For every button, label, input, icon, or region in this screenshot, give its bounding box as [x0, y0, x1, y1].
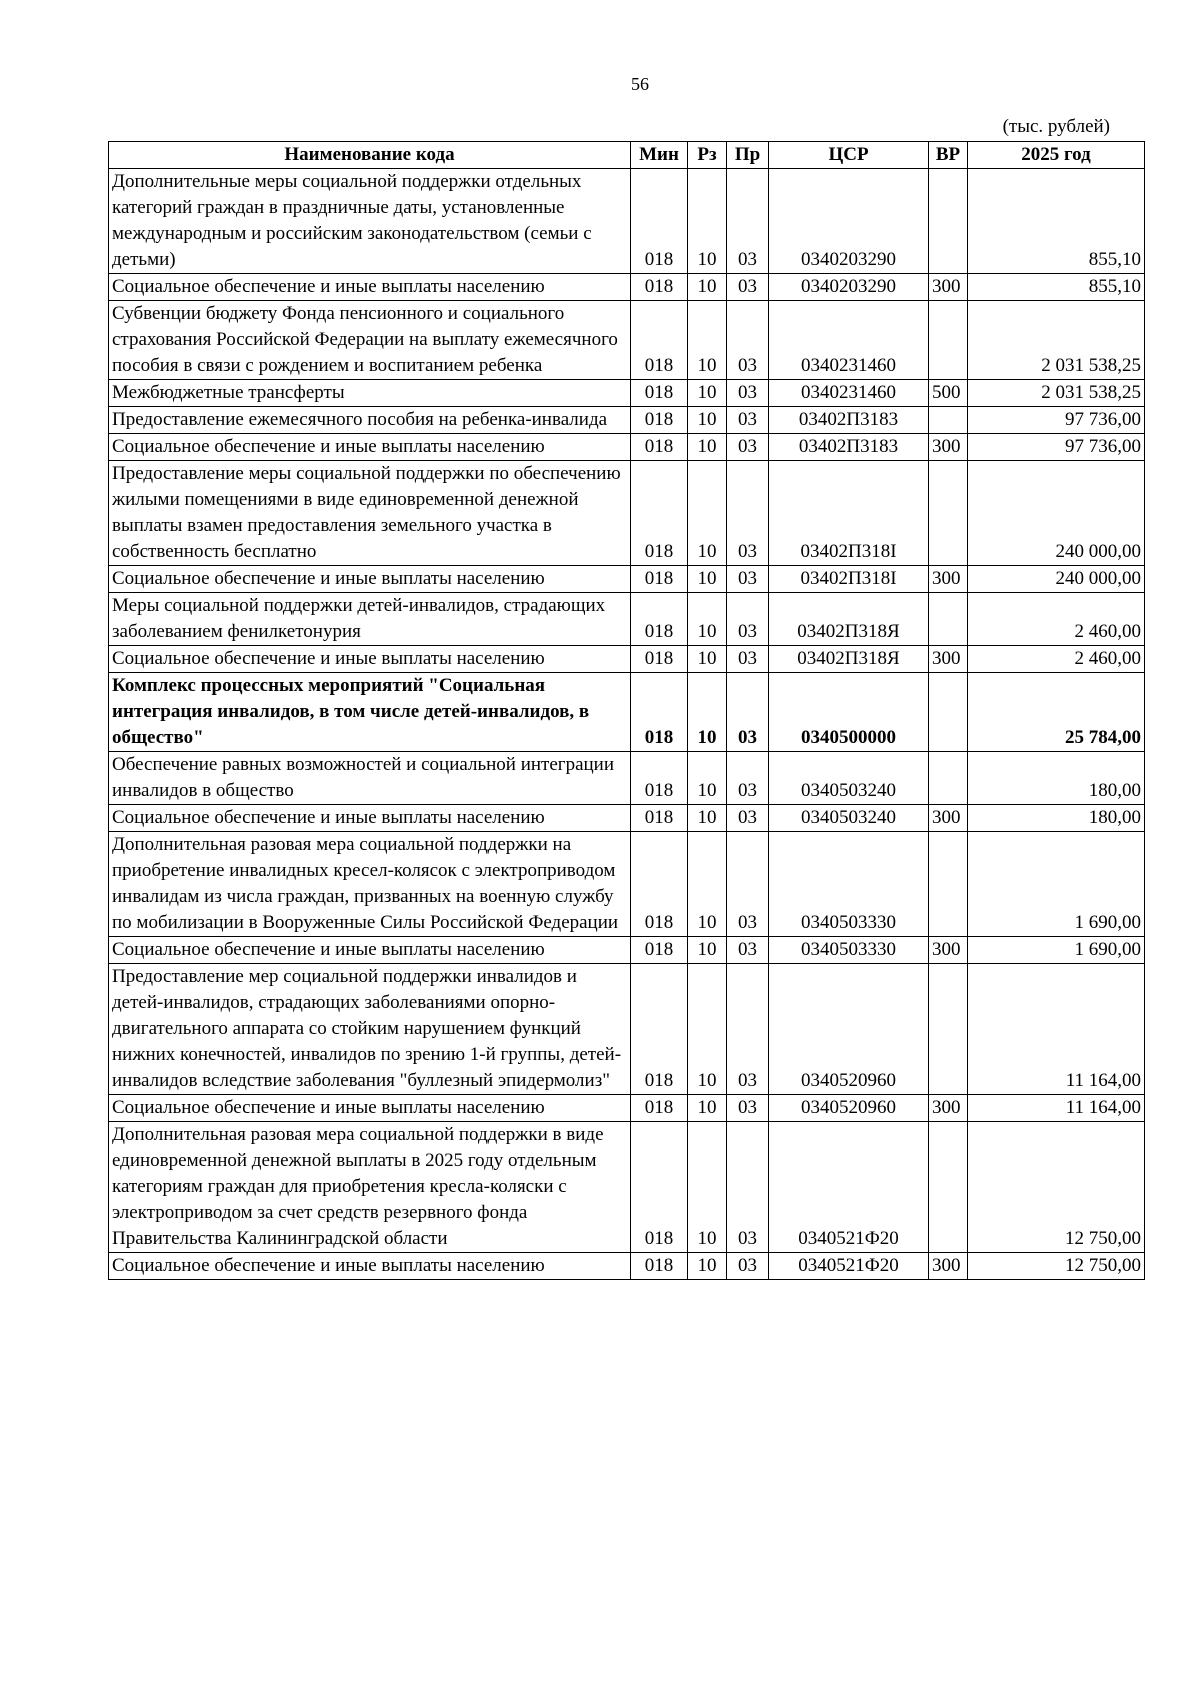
cell-csr: 0340503240 — [769, 805, 929, 832]
cell-vr: 300 — [929, 434, 968, 461]
cell-amount: 1 690,00 — [968, 937, 1145, 964]
cell-name: Межбюджетные трансферты — [109, 380, 631, 407]
cell-name: Социальное обеспечение и иные выплаты населению — [109, 566, 631, 593]
cell-name: Дополнительная разовая мера социальной поддержки в виде единовременной денежной выплаты в 2025 году отдельным категориям граждан для приобретения кресла-коляски с электроприводом за счет средств резервного фонда Правительства Калининградской области — [109, 1122, 631, 1253]
cell-rz: 10 — [688, 646, 727, 673]
cell-rz: 10 — [688, 461, 727, 566]
cell-name: Обеспечение равных возможностей и социальной интеграции инвалидов в общество — [109, 752, 631, 805]
header-rz: Рз — [688, 142, 727, 169]
cell-min: 018 — [631, 964, 688, 1095]
cell-pr: 03 — [727, 1122, 769, 1253]
table-row — [109, 301, 1145, 380]
table-row — [109, 169, 1145, 274]
cell-rz: 10 — [688, 1122, 727, 1253]
cell-min: 018 — [631, 434, 688, 461]
table-row — [109, 1095, 1145, 1122]
cell-pr: 03 — [727, 274, 769, 301]
cell-rz: 10 — [688, 805, 727, 832]
cell-name: Субвенции бюджету Фонда пенсионного и социального страхования Российской Федерации на выплату ежемесячного пособия в связи с рождением и воспитанием ребенка — [109, 301, 631, 380]
cell-csr: 0340231460 — [769, 301, 929, 380]
cell-rz: 10 — [688, 964, 727, 1095]
cell-vr: 300 — [929, 566, 968, 593]
cell-csr: 0340521Ф20 — [769, 1122, 929, 1253]
cell-amount: 11 164,00 — [968, 1095, 1145, 1122]
cell-min: 018 — [631, 752, 688, 805]
cell-csr: 0340203290 — [769, 169, 929, 274]
cell-name: Социальное обеспечение и иные выплаты населению — [109, 805, 631, 832]
table-row — [109, 593, 1145, 646]
table-row — [109, 752, 1145, 805]
cell-vr — [929, 673, 968, 752]
cell-rz: 10 — [688, 566, 727, 593]
cell-pr: 03 — [727, 566, 769, 593]
cell-rz: 10 — [688, 1253, 727, 1280]
header-pr: Пр — [727, 142, 769, 169]
table-row — [109, 1122, 1145, 1253]
cell-amount: 12 750,00 — [968, 1122, 1145, 1253]
cell-vr: 500 — [929, 380, 968, 407]
cell-name: Меры социальной поддержки детей-инвалидов, страдающих заболеванием фенилкетонурия — [109, 593, 631, 646]
cell-vr: 300 — [929, 1095, 968, 1122]
cell-rz: 10 — [688, 407, 727, 434]
page-number: 56 — [631, 74, 649, 94]
table-row — [109, 937, 1145, 964]
units-label: (тыс. рублей) — [1002, 116, 1110, 137]
cell-csr: 03402П318Я — [769, 593, 929, 646]
cell-name: Социальное обеспечение и иные выплаты населению — [109, 646, 631, 673]
cell-name: Социальное обеспечение и иные выплаты населению — [109, 1095, 631, 1122]
cell-pr: 03 — [727, 805, 769, 832]
cell-name: Социальное обеспечение и иные выплаты населению — [109, 274, 631, 301]
table-row — [109, 832, 1145, 937]
cell-min: 018 — [631, 1122, 688, 1253]
cell-csr: 0340521Ф20 — [769, 1253, 929, 1280]
cell-name: Предоставление ежемесячного пособия на ребенка-инвалида — [109, 407, 631, 434]
cell-min: 018 — [631, 274, 688, 301]
cell-amount: 2 031 538,25 — [968, 301, 1145, 380]
cell-pr: 03 — [727, 964, 769, 1095]
table-row — [109, 434, 1145, 461]
table-row — [109, 274, 1145, 301]
cell-pr: 03 — [727, 407, 769, 434]
cell-csr: 0340503330 — [769, 937, 929, 964]
table-row — [109, 805, 1145, 832]
cell-csr: 0340503240 — [769, 752, 929, 805]
cell-amount: 25 784,00 — [968, 673, 1145, 752]
cell-min: 018 — [631, 832, 688, 937]
cell-pr: 03 — [727, 1095, 769, 1122]
cell-vr — [929, 964, 968, 1095]
cell-vr — [929, 1122, 968, 1253]
cell-rz: 10 — [688, 274, 727, 301]
cell-csr: 0340520960 — [769, 1095, 929, 1122]
table-row — [109, 964, 1145, 1095]
cell-vr: 300 — [929, 1253, 968, 1280]
cell-min: 018 — [631, 937, 688, 964]
cell-rz: 10 — [688, 301, 727, 380]
cell-amount: 97 736,00 — [968, 407, 1145, 434]
cell-amount: 2 031 538,25 — [968, 380, 1145, 407]
cell-name: Предоставление меры социальной поддержки по обеспечению жилыми помещениями в виде единовременной денежной выплаты взамен предоставления земельного участка в собственность бесплатно — [109, 461, 631, 566]
table-header-row — [109, 142, 1145, 169]
cell-name: Предоставление мер социальной поддержки инвалидов и детей-инвалидов, страдающих заболеваниями опорно-двигательного аппарата со стойким нарушением функций нижних конечностей, инвалидов по зрению 1-й группы, детей-инвалидов вследствие заболевания "буллезный эпидермолиз" — [109, 964, 631, 1095]
cell-vr: 300 — [929, 274, 968, 301]
cell-name: Социальное обеспечение и иные выплаты населению — [109, 434, 631, 461]
cell-csr: 0340520960 — [769, 964, 929, 1095]
header-name: Наименование кода — [109, 142, 631, 169]
cell-vr: 300 — [929, 937, 968, 964]
cell-amount: 97 736,00 — [968, 434, 1145, 461]
header-csr: ЦСР — [769, 142, 929, 169]
cell-name: Социальное обеспечение и иные выплаты населению — [109, 1253, 631, 1280]
table-row — [109, 673, 1145, 752]
cell-amount: 855,10 — [968, 274, 1145, 301]
cell-csr: 0340231460 — [769, 380, 929, 407]
cell-vr: 300 — [929, 646, 968, 673]
cell-rz: 10 — [688, 593, 727, 646]
cell-pr: 03 — [727, 832, 769, 937]
cell-vr — [929, 832, 968, 937]
header-min: Мин — [631, 142, 688, 169]
cell-rz: 10 — [688, 752, 727, 805]
cell-rz: 10 — [688, 673, 727, 752]
cell-pr: 03 — [727, 434, 769, 461]
cell-pr: 03 — [727, 461, 769, 566]
table-row — [109, 646, 1145, 673]
cell-amount: 12 750,00 — [968, 1253, 1145, 1280]
cell-min: 018 — [631, 1095, 688, 1122]
cell-csr: 03402П3183 — [769, 407, 929, 434]
cell-amount: 180,00 — [968, 805, 1145, 832]
cell-vr — [929, 407, 968, 434]
cell-pr: 03 — [727, 169, 769, 274]
cell-csr: 0340203290 — [769, 274, 929, 301]
cell-amount: 240 000,00 — [968, 461, 1145, 566]
cell-min: 018 — [631, 805, 688, 832]
cell-csr: 0340500000 — [769, 673, 929, 752]
header-amount: 2025 год — [968, 142, 1145, 169]
cell-amount: 2 460,00 — [968, 646, 1145, 673]
cell-min: 018 — [631, 169, 688, 274]
table-row — [109, 407, 1145, 434]
cell-rz: 10 — [688, 937, 727, 964]
cell-pr: 03 — [727, 937, 769, 964]
cell-pr: 03 — [727, 646, 769, 673]
cell-amount: 240 000,00 — [968, 566, 1145, 593]
table-row — [109, 461, 1145, 566]
cell-vr — [929, 752, 968, 805]
cell-amount: 11 164,00 — [968, 964, 1145, 1095]
cell-csr: 03402П3183 — [769, 434, 929, 461]
cell-csr: 03402П318Я — [769, 646, 929, 673]
table-row — [109, 1253, 1145, 1280]
cell-rz: 10 — [688, 380, 727, 407]
cell-pr: 03 — [727, 673, 769, 752]
cell-min: 018 — [631, 461, 688, 566]
budget-table — [108, 141, 1145, 1280]
cell-csr: 0340503330 — [769, 832, 929, 937]
cell-vr — [929, 169, 968, 274]
cell-min: 018 — [631, 407, 688, 434]
cell-name: Комплекс процессных мероприятий "Социальная интеграция инвалидов, в том числе детей-инвалидов, в общество" — [109, 673, 631, 752]
cell-name: Социальное обеспечение и иные выплаты населению — [109, 937, 631, 964]
cell-vr — [929, 301, 968, 380]
cell-amount: 2 460,00 — [968, 593, 1145, 646]
cell-name: Дополнительные меры социальной поддержки отдельных категорий граждан в праздничные даты, установленные международным и российским законодательством (семьи с детьми) — [109, 169, 631, 274]
cell-amount: 855,10 — [968, 169, 1145, 274]
cell-min: 018 — [631, 1253, 688, 1280]
cell-rz: 10 — [688, 832, 727, 937]
table-row — [109, 566, 1145, 593]
cell-min: 018 — [631, 593, 688, 646]
cell-pr: 03 — [727, 752, 769, 805]
cell-csr: 03402П318I — [769, 461, 929, 566]
cell-pr: 03 — [727, 301, 769, 380]
cell-min: 018 — [631, 646, 688, 673]
cell-pr: 03 — [727, 593, 769, 646]
cell-pr: 03 — [727, 1253, 769, 1280]
cell-min: 018 — [631, 673, 688, 752]
cell-min: 018 — [631, 566, 688, 593]
cell-rz: 10 — [688, 434, 727, 461]
cell-vr: 300 — [929, 805, 968, 832]
cell-pr: 03 — [727, 380, 769, 407]
cell-amount: 1 690,00 — [968, 832, 1145, 937]
cell-amount: 180,00 — [968, 752, 1145, 805]
cell-csr: 03402П318I — [769, 566, 929, 593]
cell-vr — [929, 461, 968, 566]
cell-rz: 10 — [688, 169, 727, 274]
header-vr: ВР — [929, 142, 968, 169]
cell-name: Дополнительная разовая мера социальной поддержки на приобретение инвалидных кресел-колясок с электроприводом инвалидам из числа граждан, призванных на военную службу по мобилизации в Вооруженные Силы Российской Федерации — [109, 832, 631, 937]
table-row — [109, 380, 1145, 407]
cell-min: 018 — [631, 380, 688, 407]
cell-min: 018 — [631, 301, 688, 380]
cell-vr — [929, 593, 968, 646]
cell-rz: 10 — [688, 1095, 727, 1122]
